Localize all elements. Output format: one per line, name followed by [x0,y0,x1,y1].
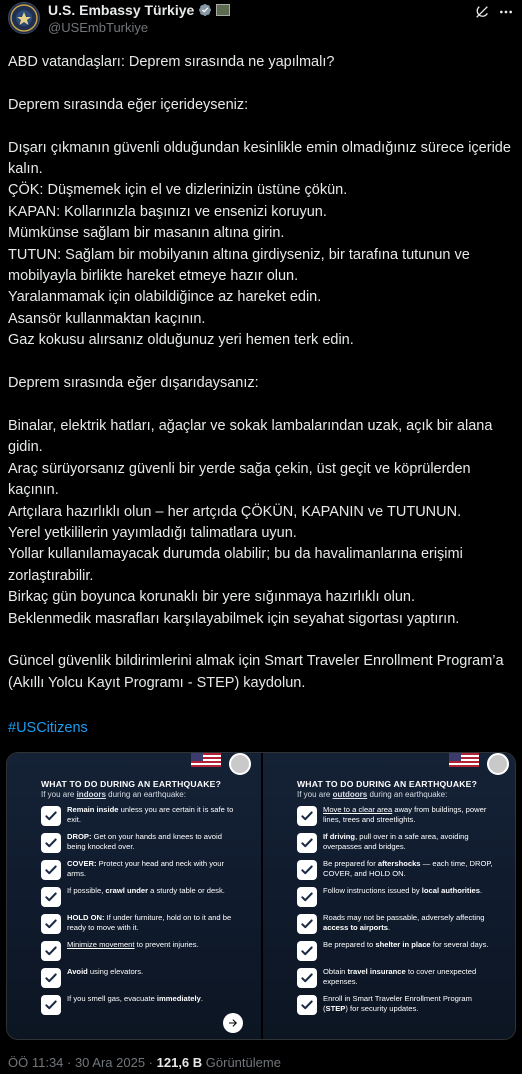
more-options-icon[interactable] [498,4,514,20]
view-count: 121,6 B [156,1055,203,1070]
tweet-meta [8,1055,281,1070]
checkmark-icon [41,941,61,961]
avatar[interactable] [8,2,40,34]
timestamp[interactable]: ÖÖ 11:34 · 30 Ara 2025 · [8,1055,157,1070]
checkmark-icon [41,968,61,988]
checklist-item [297,886,509,908]
us-flag-icon [191,753,221,767]
checklist-item [41,913,253,935]
tweet-text: ABD vatandaşları: Deprem sırasında ne yapılmalı? Deprem sırasında eğer içerideyseniz: Dışarı çıkmanın güvenli olduğundan kesinlikle emin olmadığınız sürece içeride kalın. ÇÖK: Düşmemek için el ve dizlerinizin üstüne çökün. KAPAN: Kollarınızla başınızı ve ensenizi koruyun. Mümkünse sağlam bir masanın altına girin. TUTUN: Sağlam bir mobilyanın altına girdiyseniz, bir tarafına tutunun ve mobilyayla birlikte hareket etmeye hazır olun. Yaralanmamak için olabildiğince az hareket edin. Asansör kullanmaktan kaçının. Gaz kokusu alırsanız olduğunuz yeri hemen terk edin. Deprem sırasında eğer dışarıdaysanız: Binalar, elektrik hatları, ağaçlar ve sokak lambalarından uzak, açık bir alana gidin. Araç sürüyorsanız güvenli bir yerde sağa çekin, üst geçit ve köprülerden kaçının. Artçılara hazırlıklı olun – her artçıda ÇÖKÜN, KAPANIN ve TUTUNUN. Yerel yetkililerin yayımladığı talimatlara uyun. Yollar kullanılamayacak durumda olabilir; bu da havalimanlarına erişimi zorlaştırabilir. Birkaç gün boyunca korunaklı bir yere sığınmaya hazırlıklı olun. Beklenmedik masrafları karşılayabilmek için seyahat sigortası yaptırın. Güncel güvenlik bildirimlerini almak için Smart Traveler Enrollment Program’a (Akıllı Yolcu Kayıt Programı - STEP) kaydolun. [8,54,511,691]
affiliation-badge-icon [216,4,230,16]
checkmark-icon [41,806,61,826]
checklist-item [41,940,253,962]
checklist-item [41,859,253,881]
checklist-item-text: HOLD ON: If under furniture, hold on to it and be ready to move with it. [67,913,232,932]
checklist-item-text: Enroll in Smart Traveler Enrollment Program (STEP) for security updates. [323,994,472,1013]
checklist-item [297,967,509,989]
hashtag-link[interactable]: #USCitizens [8,720,88,736]
checkmark-icon [41,887,61,907]
checklist-item [297,994,509,1016]
checklist-item-text: Be prepared for aftershocks — each time, DROP, COVER, and HOLD ON. [323,859,493,878]
checklist-item-text: Be prepared to shelter in place for several days. [323,940,489,949]
checkmark-icon [297,914,317,934]
card-title: WHAT TO DO DURING AN EARTHQUAKE? [41,779,222,789]
embassy-seal-icon [487,753,509,775]
checklist-item [297,832,509,854]
grok-icon[interactable] [474,4,490,20]
checklist-item-text: Avoid using elevators. [67,967,144,976]
card-title: WHAT TO DO DURING AN EARTHQUAKE? [297,779,478,789]
verified-badge-icon [198,3,212,17]
author-handle[interactable]: @USEmbTurkiye [48,20,149,35]
checklist-item [41,994,253,1016]
media-image-indoors[interactable] [7,753,261,1040]
checklist-item [41,886,253,908]
tweet-header [8,0,514,42]
checkmark-icon [297,995,317,1015]
checklist-item-text: COVER: Protect your head and neck with your arms. [67,859,225,878]
checklist-item-text: Remain inside unless you are certain it is safe to exit. [67,805,234,824]
tweet-media[interactable] [6,752,516,1040]
checklist-item [297,859,509,881]
checklist-item-text: If possible, crawl under a sturdy table or desk. [67,886,225,895]
card-subtitle: If you are outdoors during an earthquake: [297,790,448,799]
checkmark-icon [297,833,317,853]
checklist-item [41,805,253,827]
card-subtitle: If you are indoors during an earthquake: [41,790,186,799]
us-flag-icon [449,753,479,767]
checkmark-icon [297,806,317,826]
views-label: Görüntüleme [202,1055,281,1070]
checkmark-icon [297,968,317,988]
checklist-item-text: Minimize movement to prevent injuries. [67,940,199,949]
checklist [41,805,253,1021]
checklist-item [41,967,253,989]
checklist-item-text: Move to a clear area away from buildings, power lines, trees and streetlights. [323,805,487,824]
checklist-item-text: If driving, pull over in a safe area, avoiding overpasses and bridges. [323,832,469,851]
checklist-item-text: DROP: Get on your hands and knees to avoid being knocked over. [67,832,222,851]
next-image-arrow-icon[interactable] [223,1013,243,1033]
checklist-item-text: Follow instructions issued by local authorities. [323,886,483,895]
checkmark-icon [41,914,61,934]
checklist-item-text: Obtain travel insurance to cover unexpected expenses. [323,967,477,986]
checkmark-icon [297,887,317,907]
checklist-item-text: Roads may not be passable, adversely affecting access to airports. [323,913,485,932]
checklist-item [297,940,509,962]
checkmark-icon [297,860,317,880]
author-name[interactable]: U.S. Embassy Türkiye [48,2,230,18]
checkmark-icon [297,941,317,961]
embassy-seal-icon [9,3,39,33]
checklist-item-text: If you smell gas, evacuate immediately. [67,994,203,1003]
embassy-seal-icon [229,753,251,775]
media-image-outdoors[interactable] [263,753,516,1040]
checkmark-icon [41,995,61,1015]
checklist-item [297,805,509,827]
checklist-item [297,913,509,935]
checklist-item [41,832,253,854]
checkmark-icon [41,860,61,880]
checkmark-icon [41,833,61,853]
checklist [297,805,509,1021]
